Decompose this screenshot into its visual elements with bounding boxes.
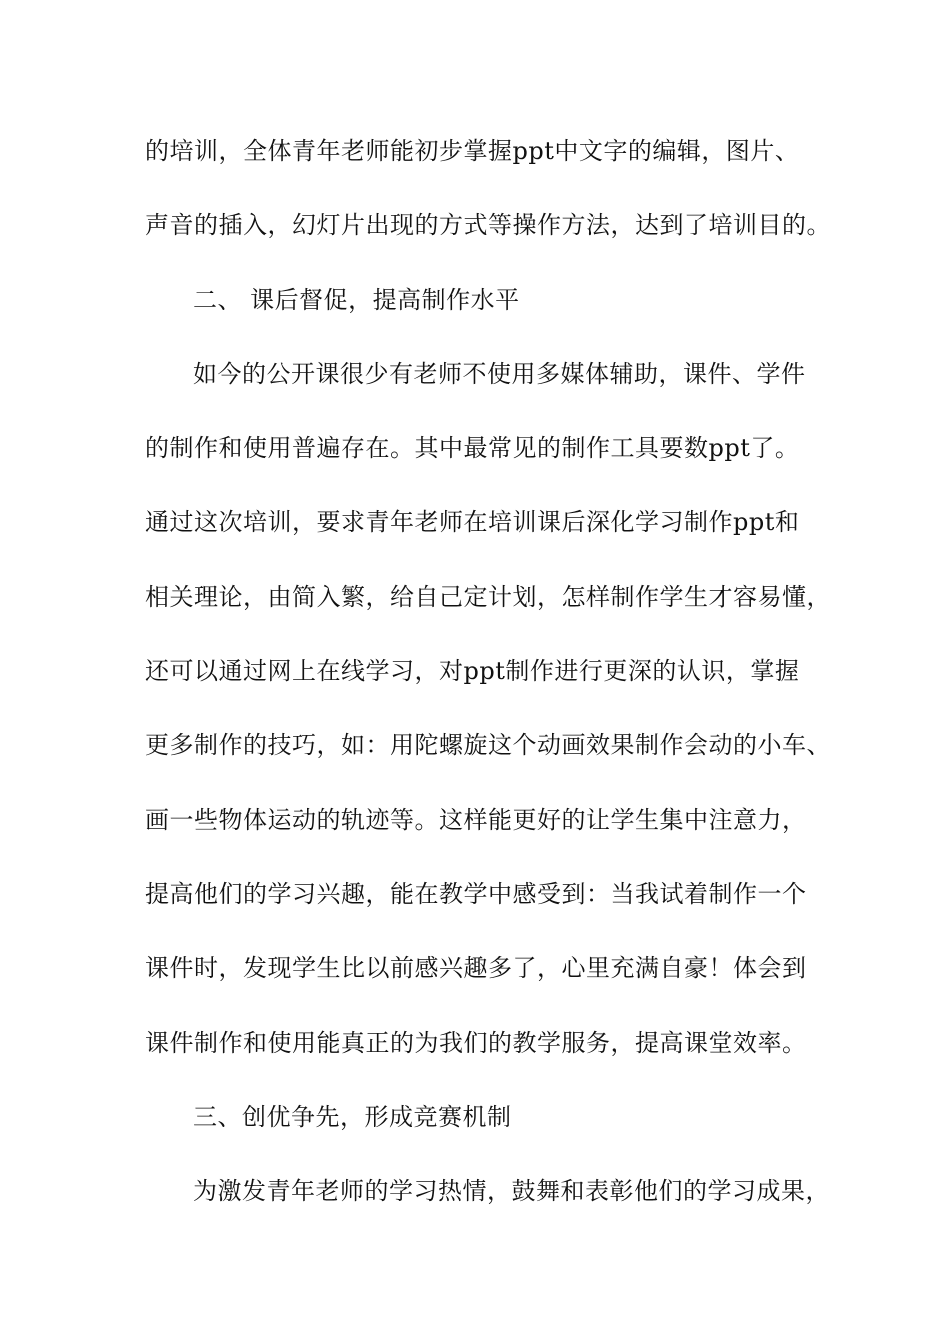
paragraph-line: 的培训，全体青年老师能初步掌握ppt中文字的编辑，图片、 xyxy=(145,137,800,165)
paragraph-line: 提高他们的学习兴趣，能在教学中感受到：当我试着制作一个 xyxy=(145,879,807,908)
section-heading: 三、创优争先，形成竞赛机制 xyxy=(193,1102,512,1131)
paragraph-line: 课件制作和使用能真正的为我们的教学服务，提高课堂效率。 xyxy=(145,1028,807,1057)
paragraph-line: 如今的公开课很少有老师不使用多媒体辅助，课件、学件 xyxy=(193,359,806,388)
paragraph-line: 的制作和使用普遍存在。其中最常见的制作工具要数ppt了。 xyxy=(145,434,800,463)
section-heading: 二、 课后督促，提高制作水平 xyxy=(193,285,520,314)
paragraph-line: 为激发青年老师的学习热情，鼓舞和表彰他们的学习成果， xyxy=(193,1177,830,1206)
paragraph-line: 相关理论，由简入繁，给自己定计划，怎样制作学生才容易懂， xyxy=(145,582,831,611)
paragraph-line: 声音的插入，幻灯片出现的方式等操作方法，达到了培训目的。 xyxy=(145,211,831,240)
paragraph-line: 更多制作的技巧，如：用陀螺旋这个动画效果制作会动的小车、 xyxy=(145,731,831,760)
paragraph-line: 还可以通过网上在线学习，对ppt制作进行更深的认识，掌握 xyxy=(145,657,800,686)
paragraph-line: 课件时，发现学生比以前感兴趣多了，心里充满自豪！体会到 xyxy=(145,954,807,983)
body-text xyxy=(145,127,845,1241)
paragraph-line: 画一些物体运动的轨迹等。这样能更好的让学生集中注意力， xyxy=(145,805,807,834)
paragraph-line: 通过这次培训，要求青年老师在培训课后深化学习制作ppt和 xyxy=(145,508,800,537)
